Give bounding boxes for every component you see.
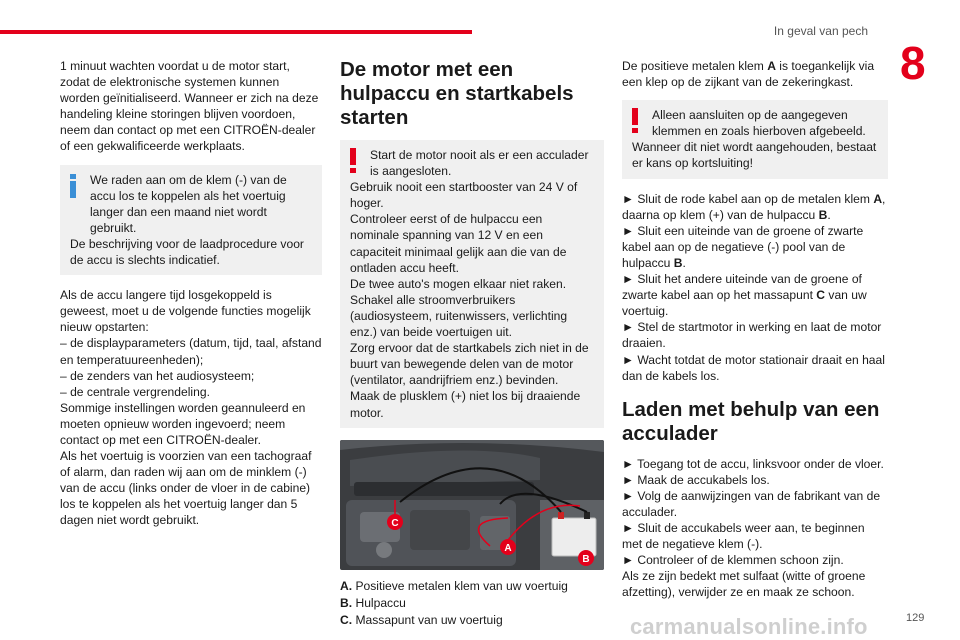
warning-box [340, 140, 604, 428]
warning-lead-text: Alleen aansluiten op de aangegeven klemmen en zoals hierboven afgebeeld. [652, 108, 866, 139]
jump-start-diagram [340, 440, 604, 570]
info-icon [68, 174, 78, 200]
step: ► Sluit de rode kabel aan op de metalen klem A, daarna op klem (+) van de hulpaccu B. [622, 191, 886, 222]
column-3 [622, 58, 888, 601]
figure-legend [340, 578, 604, 629]
col1-line: – de centrale vergrendeling. [60, 384, 210, 399]
charge-step: Als ze zijn bedekt met sulfaat (witte of groene afzetting), verwijder ze en maak ze schoon. [622, 569, 866, 600]
col1-intro: 1 minuut wachten voordat u de motor start, zodat de elektronische systemen kunnen worden geïnitialiseerd. Wanneer er zich na deze handeling kleine storingen blijven voordoen, neem dan contact op met een CITROËN-dealer of een gekwalificeerde werkplaats. [60, 59, 319, 154]
warning-icon [630, 108, 640, 134]
info-box [60, 165, 322, 276]
charge-step: ► Toegang tot de accu, linksvoor onder de vloer. [622, 456, 884, 471]
figure-label-c: C [391, 517, 399, 529]
warning-icon [348, 148, 358, 174]
charge-step: ► Sluit de accukabels weer aan, te beginnen met de negatieve klem (-). [622, 521, 865, 552]
step: ► Stel de startmotor in werking en laat de motor draaien. [622, 320, 882, 351]
heading-charger: Laden met behulp van een acculader [622, 397, 880, 445]
col3-intro: De positieve metalen klem A is toegankelijk via een klep op de zijkant van de zekeringkast. [622, 59, 875, 90]
warning-line: De twee auto's mogen elkaar niet raken. [350, 276, 567, 291]
charge-step: ► Volg de aanwijzingen van de fabrikant van de acculader. [622, 488, 881, 519]
warning-line: Zorg ervoor dat de startkabels zich niet in de buurt van bewegende delen van de motor (ventilator, aandrijfriem enz.) bevinden. [350, 341, 589, 388]
warning-line: Maak de plusklem (+) niet los bij draaiende motor. [350, 389, 581, 420]
warning-box-2 [622, 100, 888, 178]
legend-item: C. Massapunt van uw voertuig [340, 612, 503, 627]
warning-line: Controleer eerst of de hulpaccu een nominale spanning van 12 V en een capaciteit minimaal gelijk aan die van de ontladen accu heeft. [350, 212, 567, 275]
figure-label-b: B [582, 553, 590, 565]
legend-item: A. Positieve metalen klem van uw voertuig [340, 578, 568, 593]
charge-step: ► Controleer of de klemmen schoon zijn. [622, 553, 844, 568]
header-red-bar [0, 30, 472, 34]
step: ► Sluit het andere uiteinde van de groene of zwarte kabel aan op het massapunt C van uw voertuig. [622, 272, 867, 319]
watermark: carmanualsonline.info [630, 614, 868, 639]
page-number: 129 [906, 612, 925, 624]
step: ► Wacht totdat de motor stationair draait en haal dan de kabels los. [622, 352, 885, 383]
heading-jump-start: De motor met een hulpaccu en startkabels starten [340, 58, 574, 129]
column-1 [60, 58, 322, 529]
info-rest-text: De beschrijving voor de laadprocedure voor de accu is slechts indicatief. [70, 236, 304, 268]
col1-line: Sommige instellingen worden geannuleerd en moeten opnieuw worden ingevoerd; neem contact op met een CITROËN-dealer. [60, 400, 306, 447]
warning-line: Schakel alle stroomverbruikers (audiosysteem, ruitenwissers, verlichting enz.) van beide voertuigen uit. [350, 292, 568, 340]
engine-bay-illustration [340, 440, 604, 570]
warning-rest-text: Wanneer dit niet wordt aangehouden, bestaat er kans op kortsluiting! [632, 140, 877, 171]
info-lead-text: We raden aan om de klem (-) van de accu los te koppelen als het voertuig langer dan een maand niet wordt gebruikt. [90, 172, 287, 235]
step: ► Sluit een uiteinde van de groene of zwarte kabel aan op de negatieve (-) pool van de hulpaccu B. [622, 223, 864, 270]
col1-line: – de zenders van het audiosysteem; [60, 368, 255, 383]
legend-item: B. Hulpaccu [340, 595, 406, 610]
section-title: In geval van pech [773, 24, 868, 38]
figure-label-a: A [504, 542, 512, 554]
column-2 [340, 58, 604, 629]
chapter-number: 8 [900, 37, 926, 89]
warning-line: Gebruik nooit een startbooster van 24 V of hoger. [350, 180, 578, 211]
charge-step: ► Maak de accukabels los. [622, 472, 770, 487]
col1-line: Als de accu langere tijd losgekoppeld is geweest, moet u de volgende functies mogelijk nieuw opstarten: [60, 288, 311, 335]
col1-line: Als het voertuig is voorzien van een tachograaf of alarm, dan raden wij aan om de minklem (-) van de accu (links onder de vloer in de cabine) los te koppelen als het voertuig langer dan 5 dagen niet wordt gebruikt. [60, 449, 312, 528]
col1-line: – de displayparameters (datum, tijd, taal, afstand en temperatuureenheden); [60, 336, 322, 367]
warning-lead-text: Start de motor nooit als er een acculader is aangesloten. [370, 148, 589, 179]
